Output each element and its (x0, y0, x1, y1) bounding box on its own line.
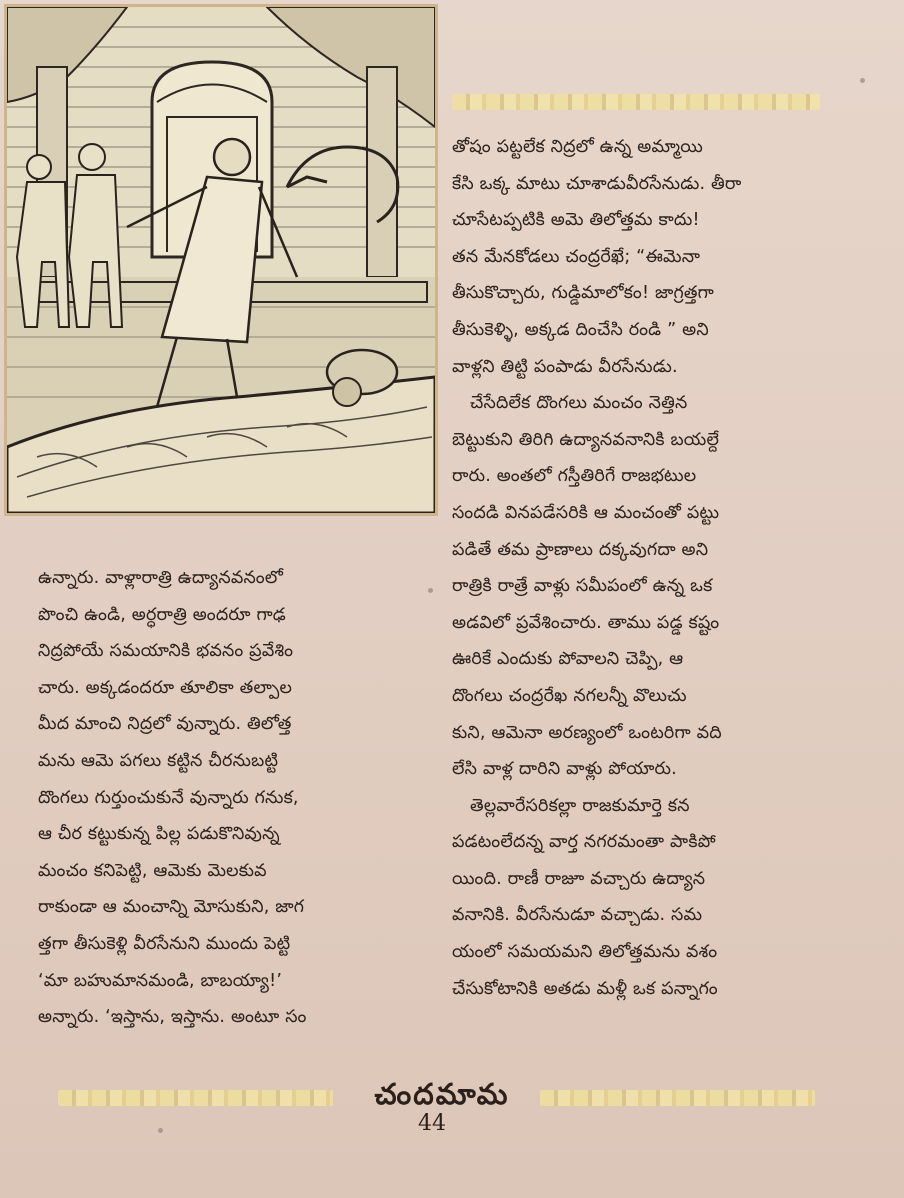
text-line: త్తగా తీసుకెళ్లి వీరసేనుని ముందు పెట్టి (38, 933, 291, 954)
text-line: దొంగలు గుర్తుంచుకునే వున్నారు గనుక, (38, 787, 299, 808)
footer-ornament-left (58, 1090, 333, 1106)
top-ornament-band (452, 94, 820, 110)
text-line: వనానికి. వీరసేనుడూ వచ్చాడు. సమ (452, 905, 703, 926)
text-line: చారు. అక్కడందరూ తూలికా తల్పాల (38, 677, 293, 698)
paper-speck (158, 1128, 163, 1133)
text-line: మంచం కనిపెట్టి, ఆమెకు మెలకువ (38, 860, 267, 881)
paper-speck (860, 78, 865, 83)
left-text-column (38, 560, 430, 1036)
text-line: తీసుకెళ్ళి, అక్కడ దించేసి రండి ” అని (452, 319, 709, 340)
text-line: యంలో సమయమని తిలోత్తమను వశం (452, 942, 718, 963)
text-line: మను ఆమె పగలు కట్టిన చీరనుబట్టి (38, 750, 279, 771)
text-line: దొంగలు చంద్రరేఖ నగలన్నీ వొలుచు (452, 685, 687, 706)
text-line: తీసుకొచ్చారు, గుడ్డిమాలోకం! జాగ్రత్తగా (452, 283, 714, 304)
page-number: 44 (418, 1111, 446, 1136)
text-line: ఉన్నారు. వాళ్లారాత్రి ఉద్యానవనంలో (38, 568, 284, 588)
text-line: తెల్లవారేసరికల్లా రాజకుమార్తె కన (470, 795, 690, 816)
magazine-title: చందమామ (374, 1077, 510, 1111)
text-line: కేసి ఒక్క మాటు చూశాడువీరసేనుడు. తీరా (452, 173, 742, 194)
text-line: తోషం పట్టలేక నిద్రలో ఉన్న అమ్మాయి (452, 137, 703, 157)
text-line: మీద మాంచి నిద్రలో వున్నారు. తిలోత్త (38, 714, 292, 735)
text-line: చేసేదిలేక దొంగలు మంచం నెత్తిన (470, 393, 688, 414)
text-line: పడితే తమ ప్రాణాలు దక్కవుగదా అని (452, 539, 709, 560)
text-line: అన్నారు. ‘ఇస్తాను, ఇస్తాను. అంటూ సం (38, 1007, 307, 1028)
text-line: ‘మా బహుమానమండి, బాబయ్యా!’ (38, 970, 283, 991)
text-line: వాళ్లని తిట్టి పంపాడు వీరసేనుడు. (452, 356, 678, 377)
right-text-column (452, 129, 824, 1007)
text-line: యింది. రాణీ రాజూ వచ్చారు ఉద్యాన (452, 868, 706, 889)
text-line: కుని, ఆమెనా అరణ్యంలో ఒంటరిగా వది (452, 722, 722, 743)
text-line: పడటంలేదన్న వార్త నగరమంతా పాకిపో (452, 832, 716, 853)
text-line: అడవిలో ప్రవేశించారు. తాము పడ్డ కష్టం (452, 612, 720, 633)
text-line: నిద్రపోయే సమయానికి భవనం ప్రవేశిం (38, 641, 294, 662)
text-line: చూసేటప్పటికి అమె తిలోత్తమ కాదు! (452, 210, 700, 231)
text-line: పొంచి ఉండి, అర్ధరాత్రి అందరూ గాఢ (38, 604, 286, 625)
illustration-drawing (7, 7, 435, 513)
story-illustration (4, 4, 438, 516)
text-line: తన మేనకోడలు చంద్రరేఖే; “ఈమెనా (452, 246, 701, 267)
paper-speck (428, 588, 433, 593)
text-line: రారు. అంతలో గస్తీతిరిగే రాజభటుల (452, 466, 697, 487)
text-line: బెట్టుకుని తిరిగి ఉద్యానవనానికి బయల్దే (452, 429, 720, 450)
text-line: ఆ చీర కట్టుకున్న పిల్ల పడుకొనివున్న (38, 824, 280, 845)
text-line: ఊరికే ఎందుకు పోవాలని చెప్పి, ఆ (452, 649, 684, 670)
text-line: రాత్రికి రాత్రే వాళ్లు సమీపంలో ఉన్న ఒక (452, 576, 713, 597)
text-line: సందడి వినపడేసరికి ఆ మంచంతో పట్టు (452, 502, 720, 523)
text-line: చేసుకోటానికి అతడు మళ్లీ ఒక పన్నాగం (452, 978, 718, 999)
text-line: రాకుండా ఆ మంచాన్ని మోసుకుని, జాగ (38, 897, 305, 918)
text-line: లేసి వాళ్ల దారిని వాళ్లు పోయారు. (452, 759, 677, 780)
footer-ornament-right (540, 1090, 815, 1106)
